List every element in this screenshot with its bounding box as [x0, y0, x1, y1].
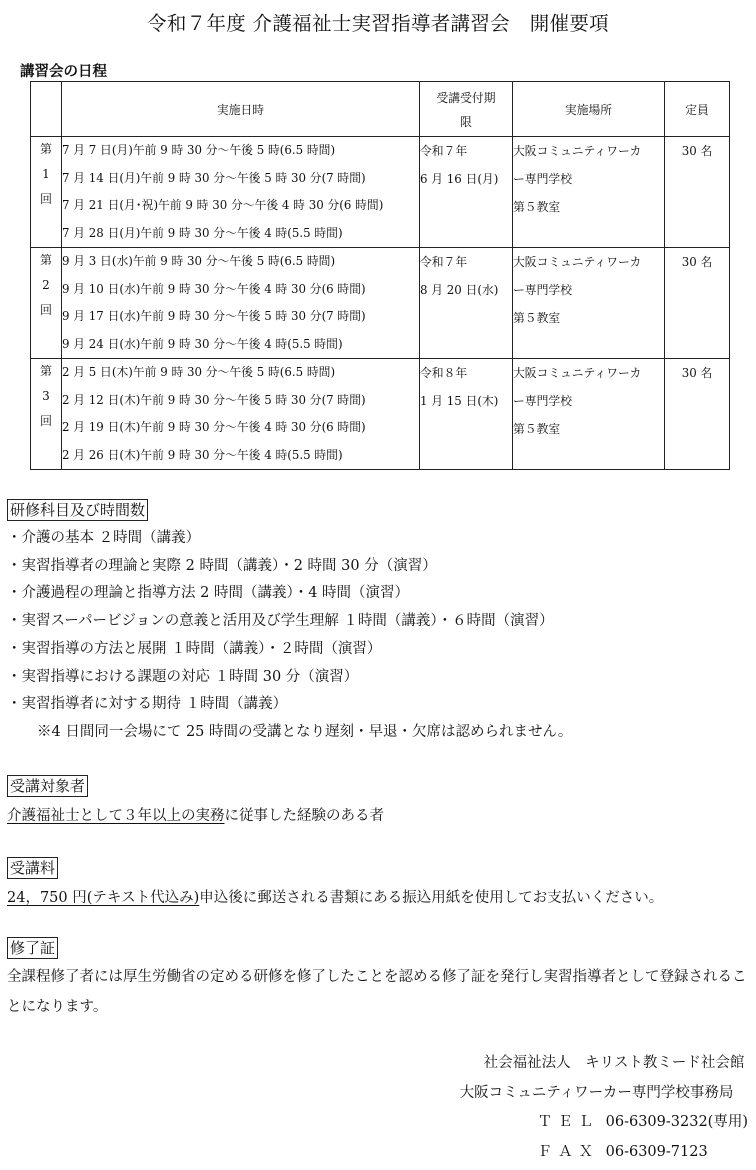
eligibility-text-rest: に従事した経験のある者	[224, 808, 384, 824]
table-row	[31, 248, 730, 359]
eligibility-text-underlined: 介護福祉士として３年以上の実務	[7, 808, 225, 824]
deadline-line: 8 月 20 日(水)	[420, 283, 499, 297]
round-capacity: 30 名	[665, 359, 730, 470]
list-item: ・実習指導者の理論と実際 2 時間（講義）・2 時間 30 分（演習）	[7, 557, 437, 574]
round-label	[31, 359, 62, 470]
header-deadline-line-1: 受講受付期	[436, 91, 496, 105]
round-venue	[513, 359, 665, 470]
round-deadline	[420, 359, 513, 470]
deadline-line: 令和８年	[420, 366, 468, 380]
round-label-part: 回	[39, 192, 52, 206]
fee-text	[7, 886, 663, 907]
round-capacity: 30 名	[665, 137, 730, 248]
round-label-part: 回	[39, 414, 52, 428]
round-label	[31, 137, 62, 248]
courses-heading: 研修科目及び時間数	[7, 499, 148, 521]
venue-line: 第５教室	[513, 311, 561, 325]
table-row	[31, 137, 730, 248]
round-label-part: 1	[42, 167, 50, 181]
certificate-heading: 修了証	[7, 937, 58, 959]
fee-text-rest: 申込後に郵送される書類にある振込用紙を使用してお支払いください。	[199, 890, 664, 906]
footer-org: 社会福祉法人 キリスト教ミード社会館	[483, 1055, 745, 1071]
date-line: 9 月 10 日(水)午前 9 時 30 分～午後 4 時 30 分(6 時間)	[62, 281, 366, 296]
date-line: 9 月 24 日(水)午前 9 時 30 分～午後 4 時(5.5 時間)	[62, 336, 343, 351]
round-capacity: 30 名	[665, 248, 730, 359]
date-line: 7 月 14 日(月)午前 9 時 30 分～午後 5 時 30 分(7 時間)	[62, 170, 366, 185]
course-list	[7, 525, 572, 747]
round-label-part: 2	[42, 278, 50, 292]
footer-fax	[460, 1138, 748, 1168]
header-deadline-line-2: 限	[460, 115, 472, 129]
date-line: 2 月 12 日(木)午前 9 時 30 分～午後 5 時 30 分(7 時間)	[62, 392, 366, 407]
footer-tel	[460, 1108, 748, 1138]
round-label-part: 第	[39, 364, 52, 378]
round-label-part: 第	[39, 253, 52, 267]
round-deadline	[420, 137, 513, 248]
list-item: ・介護過程の理論と指導方法 2 時間（講義）・4 時間（演習）	[7, 585, 410, 602]
venue-line: 大阪コミュニティワーカ	[513, 366, 642, 380]
deadline-line: 1 月 15 日(木)	[420, 394, 499, 408]
date-line: 9 月 3 日(水)午前 9 時 30 分～午後 5 時(6.5 時間)	[62, 254, 336, 268]
schedule-table	[30, 81, 730, 470]
date-line: 9 月 17 日(水)午前 9 時 30 分～午後 5 時 30 分(7 時間)	[62, 309, 366, 323]
page-title: 令和７年度 介護福祉士実習指導者講習会 開催要項	[147, 12, 609, 35]
round-label-part: 第	[39, 142, 52, 156]
header-venue: 実施場所	[513, 82, 665, 137]
round-label-part: 3	[42, 389, 50, 403]
fax-number: 06-6309-7123	[605, 1143, 708, 1160]
round-dates	[62, 248, 420, 359]
round-label-part: 回	[39, 303, 52, 317]
deadline-line: 令和７年	[420, 255, 468, 269]
eligibility-text	[7, 804, 384, 825]
list-item: ・実習指導における課題の対応 １時間 30 分（演習）	[7, 668, 359, 685]
deadline-line: 令和７年	[420, 144, 468, 158]
schedule-header-row	[31, 82, 730, 137]
venue-line: ー専門学校	[513, 394, 572, 408]
round-venue	[513, 137, 665, 248]
round-dates	[62, 137, 420, 248]
list-item: ・実習スーパービジョンの意義と活用及び学生理解 １時間（講義）・６時間（演習）	[7, 613, 554, 630]
contact-footer	[460, 1049, 748, 1167]
header-capacity: 定員	[665, 82, 730, 137]
footer-office: 大阪コミュニティワーカー専門学校事務局	[459, 1084, 734, 1101]
header-round	[31, 82, 62, 137]
tel-label: ＴＥＬ	[537, 1114, 600, 1130]
venue-line: 大阪コミュニティワーカ	[513, 144, 642, 158]
eligibility-heading: 受講対象者	[7, 775, 88, 797]
header-deadline	[420, 82, 513, 137]
list-item: ・実習指導の方法と展開 １時間（講義）・２時間（演習）	[7, 640, 382, 657]
date-line: 7 月 21 日(月･祝)午前 9 時 30 分～午後 4 時 30 分(6 時間)	[62, 198, 384, 212]
round-venue	[513, 248, 665, 359]
venue-line: ー専門学校	[513, 172, 572, 186]
fee-heading: 受講料	[7, 857, 58, 879]
tel-number: 06-6309-3232(専用)	[605, 1114, 748, 1130]
table-row	[31, 359, 730, 470]
attendance-note: ※4 日間同一会場にて 25 時間の受講となり遅刻・早退・欠席は認められません。	[37, 723, 573, 740]
round-label	[31, 248, 62, 359]
venue-line: ー専門学校	[513, 283, 572, 297]
header-dates: 実施日時	[62, 82, 420, 137]
schedule-heading: 講習会の日程	[20, 64, 107, 80]
certificate-text: 全課程修了者には厚生労働省の定める研修を修了したことを認める修了証を発行し実習指導者として登録されることになります。	[7, 969, 747, 1015]
round-dates	[62, 359, 420, 470]
deadline-line: 6 月 16 日(月)	[420, 172, 499, 186]
venue-line: 第５教室	[513, 422, 561, 436]
venue-line: 第５教室	[513, 200, 561, 214]
date-line: 7 月 7 日(月)午前 9 時 30 分～午後 5 時(6.5 時間)	[62, 143, 336, 157]
round-deadline	[420, 248, 513, 359]
list-item: ・実習指導者に対する期待 １時間（講義）	[7, 696, 288, 713]
venue-line: 大阪コミュニティワーカ	[513, 255, 642, 269]
list-item: ・介護の基本 ２時間（講義）	[7, 530, 201, 546]
date-line: 7 月 28 日(月)午前 9 時 30 分～午後 4 時(5.5 時間)	[62, 225, 343, 240]
date-line: 2 月 26 日(木)午前 9 時 30 分～午後 4 時(5.5 時間)	[62, 447, 343, 462]
fax-label: ＦＡＸ	[537, 1143, 600, 1160]
date-line: 2 月 19 日(木)午前 9 時 30 分～午後 4 時 30 分(6 時間)	[62, 420, 366, 434]
fee-text-underlined: 24，750 円(テキスト代込み)	[7, 890, 200, 906]
date-line: 2 月 5 日(木)午前 9 時 30 分～午後 5 時(6.5 時間)	[62, 365, 336, 379]
